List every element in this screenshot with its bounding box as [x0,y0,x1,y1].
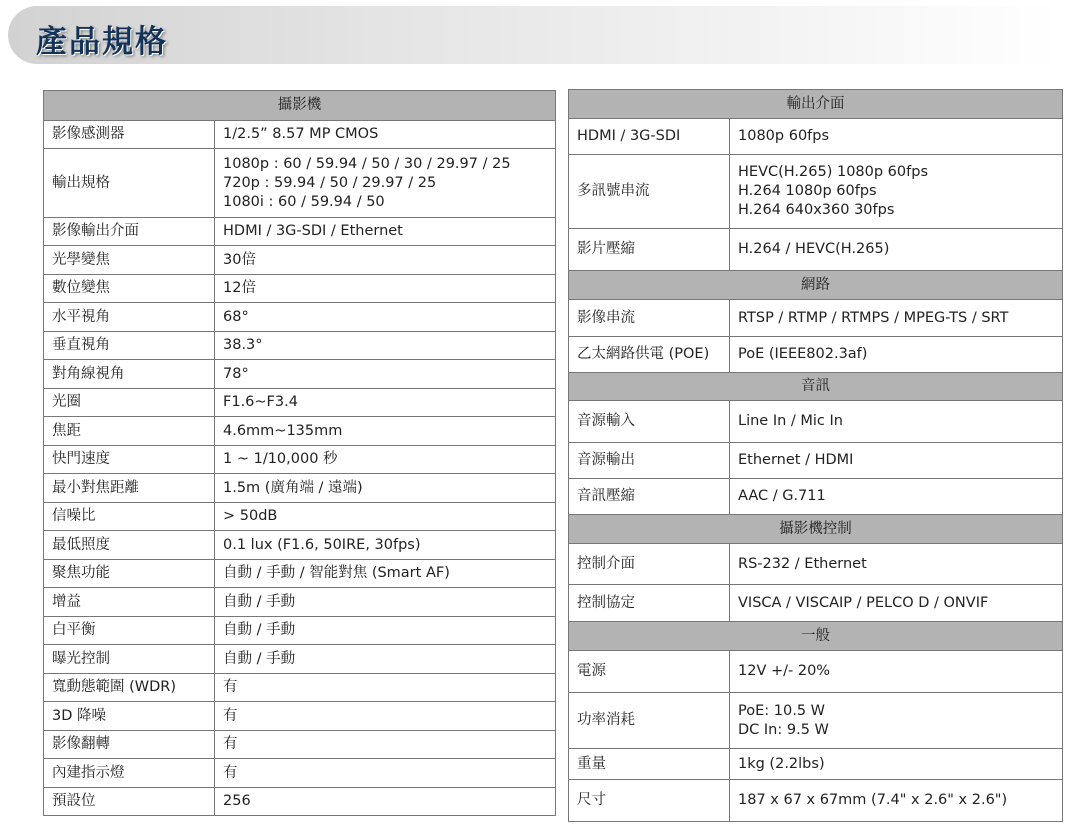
spec-label: 預設位 [44,788,215,816]
table-row [44,417,556,446]
table-row [569,780,1063,822]
spec-label: 白平衡 [44,617,215,645]
table-row [44,246,556,275]
table-row [569,300,1063,337]
table-row [569,119,1063,155]
table-row [44,588,556,617]
spec-value: 自動 / 手動 / 智能對焦 (Smart AF) [215,560,556,588]
table-row [569,651,1063,693]
page-title: 產品規格 [36,24,168,60]
section-header-audio: 音訊 [569,373,1063,401]
spec-label: 曝光控制 [44,645,215,674]
spec-label: 乙太網路供電 (POE) [569,337,730,373]
spec-label: 影像串流 [569,300,730,337]
spec-value-line: 1080i : 60 / 59.94 / 50 [223,193,385,210]
table-row [44,149,556,218]
spec-label: 控制介面 [569,544,730,585]
spec-value: AAC / G.711 [730,479,1063,515]
spec-value: 有 [215,674,556,702]
spec-value: 1 ~ 1/10,000 秒 [215,446,556,474]
spec-value: 1/2.5” 8.57 MP CMOS [215,121,556,149]
table-row [44,121,556,149]
spec-value-line: H.264 1080p 60fps [738,183,877,199]
spec-value: RS-232 / Ethernet [730,544,1063,585]
spec-value: HDMI / 3G-SDI / Ethernet [215,218,556,246]
table-row [44,617,556,645]
spec-label: 最小對焦距離 [44,474,215,503]
spec-label: 音源輸入 [569,401,730,443]
table-row [569,585,1063,622]
spec-label: 音源輸出 [569,443,730,479]
spec-value: Line In / Mic In [730,401,1063,443]
table-row [44,674,556,702]
spec-value: > 50dB [215,503,556,531]
spec-value: 有 [215,731,556,759]
spec-value: 30倍 [215,246,556,275]
table-row [44,560,556,588]
spec-label: 垂直視角 [44,332,215,360]
table-row [44,531,556,560]
spec-value: 自動 / 手動 [215,588,556,617]
spec-label: 寬動態範圍 (WDR) [44,674,215,702]
section-header-camera: 攝影機 [44,91,556,121]
spec-value: 4.6mm~135mm [215,417,556,446]
spec-label: 光學變焦 [44,246,215,275]
spec-value: 1.5m (廣角端 / 遠端) [215,474,556,503]
spec-value: F1.6~F3.4 [215,389,556,417]
spec-label: 尺寸 [569,780,730,822]
spec-value [215,149,556,218]
spec-value: RTSP / RTMP / RTMPS / MPEG-TS / SRT [730,300,1063,337]
table-row [569,337,1063,373]
spec-label: 功率消耗 [569,693,730,749]
table-row [44,474,556,503]
interface-spec-table [568,89,1063,822]
table-row [569,229,1063,271]
spec-value-line: PoE: 10.5 W [738,702,825,719]
spec-value-line: DC In: 9.5 W [738,721,829,738]
spec-label: 焦距 [44,417,215,446]
table-row [569,155,1063,229]
spec-label: 3D 降噪 [44,702,215,731]
spec-value: 68° [215,303,556,332]
spec-value-line: 1080p : 60 / 59.94 / 50 / 30 / 29.97 / 25 [223,155,511,172]
table-row [569,749,1063,780]
spec-label: 輸出規格 [44,149,215,218]
table-row [44,446,556,474]
spec-label: 電源 [569,651,730,693]
spec-value: 有 [215,759,556,788]
section-header-general: 一般 [569,622,1063,651]
spec-label: 聚焦功能 [44,560,215,588]
spec-label: 影片壓縮 [569,229,730,271]
table-row [44,389,556,417]
table-row [44,360,556,389]
spec-value-line: HEVC(H.265) 1080p 60fps [738,164,928,180]
table-row [44,645,556,674]
spec-label: 快門速度 [44,446,215,474]
spec-value: 38.3° [215,332,556,360]
spec-value: 256 [215,788,556,816]
spec-value-line: H.264 640x360 30fps [738,202,895,218]
spec-value: PoE (IEEE802.3af) [730,337,1063,373]
spec-value [730,693,1063,749]
table-row [569,401,1063,443]
table-row [44,275,556,303]
spec-value: 1080p 60fps [730,119,1063,155]
spec-value: 0.1 lux (F1.6, 50IRE, 30fps) [215,531,556,560]
table-row [44,731,556,759]
table-row [44,332,556,360]
table-row [44,702,556,731]
spec-label: 重量 [569,749,730,780]
spec-value-line: 720p : 59.94 / 50 / 29.97 / 25 [223,174,437,191]
table-row [44,503,556,531]
spec-value: 有 [215,702,556,731]
spec-value: 78° [215,360,556,389]
spec-value [730,155,1063,229]
table-row [569,693,1063,749]
table-row [44,788,556,816]
spec-label: 信噪比 [44,503,215,531]
section-header-camera-control: 攝影機控制 [569,515,1063,544]
table-row [569,443,1063,479]
spec-value: VISCA / VISCAIP / PELCO D / ONVIF [730,585,1063,622]
spec-label: 影像翻轉 [44,731,215,759]
section-header-network: 網路 [569,271,1063,300]
spec-label: 最低照度 [44,531,215,560]
spec-label: 光圈 [44,389,215,417]
camera-spec-table [43,90,556,816]
spec-label: 水平視角 [44,303,215,332]
spec-value: 1kg (2.2lbs) [730,749,1063,780]
table-row [569,544,1063,585]
spec-label: 內建指示燈 [44,759,215,788]
spec-label: 控制協定 [569,585,730,622]
table-row [44,759,556,788]
section-header-output-interface: 輸出介面 [569,90,1063,119]
spec-value: 12倍 [215,275,556,303]
spec-value: H.264 / HEVC(H.265) [730,229,1063,271]
spec-label: 影像輸出介面 [44,218,215,246]
spec-value: 187 x 67 x 67mm (7.4" x 2.6" x 2.6") [730,780,1063,822]
spec-label: HDMI / 3G-SDI [569,119,730,155]
spec-label: 影像感測器 [44,121,215,149]
table-row [44,303,556,332]
spec-value: 自動 / 手動 [215,645,556,674]
spec-label: 多訊號串流 [569,155,730,229]
table-row [44,218,556,246]
spec-label: 數位變焦 [44,275,215,303]
spec-value: 12V +/- 20% [730,651,1063,693]
title-banner [8,6,1060,64]
table-row [569,479,1063,515]
spec-label: 音訊壓縮 [569,479,730,515]
spec-value: Ethernet / HDMI [730,443,1063,479]
spec-value: 自動 / 手動 [215,617,556,645]
spec-label: 對角線視角 [44,360,215,389]
spec-label: 增益 [44,588,215,617]
